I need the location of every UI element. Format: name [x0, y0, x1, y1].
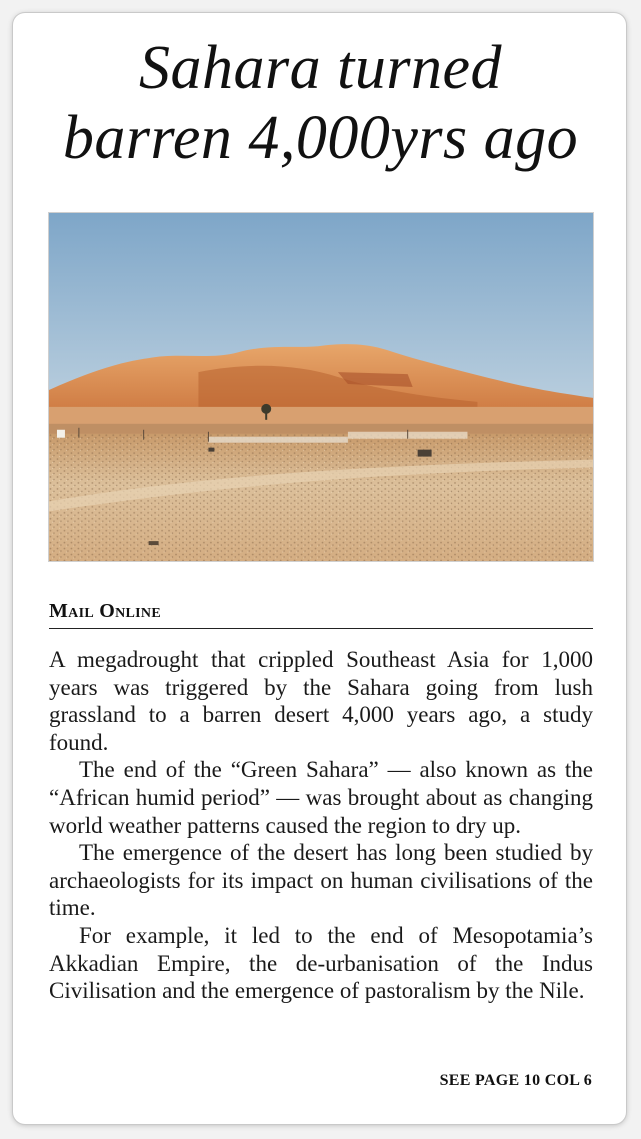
paragraph: For example, it led to the end of Mesopotamia’s Akkadian Empire, the de-urbanisation of the Indus Civilisation and the emergence of pastoralism by the Nile.: [49, 922, 593, 1004]
paragraph: A megadrought that crippled Southeast Asia for 1,000 years was triggered by the Sahara going from lush grassland to a barren desert 4,000 years ago, a study found.: [49, 647, 593, 755]
desert-photo-illustration: [49, 213, 593, 561]
continuation-link[interactable]: SEE PAGE 10 COL 6: [439, 1072, 592, 1089]
desert-photo: [48, 212, 594, 562]
byline: Mail Online: [49, 598, 593, 629]
headline-line-2: barren 4,000yrs ago: [62, 104, 579, 172]
headline: [0, 33, 641, 173]
article-body: [49, 646, 593, 1005]
paragraph: The emergence of the desert has long been studied by archaeologists for its impact on human civilisations of the time.: [49, 840, 593, 921]
headline-line-1: Sahara turned: [139, 34, 502, 102]
paragraph: The end of the “Green Sahara” — also known as the “African humid period” — was brought about as changing world weather patterns caused the region to dry up.: [49, 757, 593, 838]
